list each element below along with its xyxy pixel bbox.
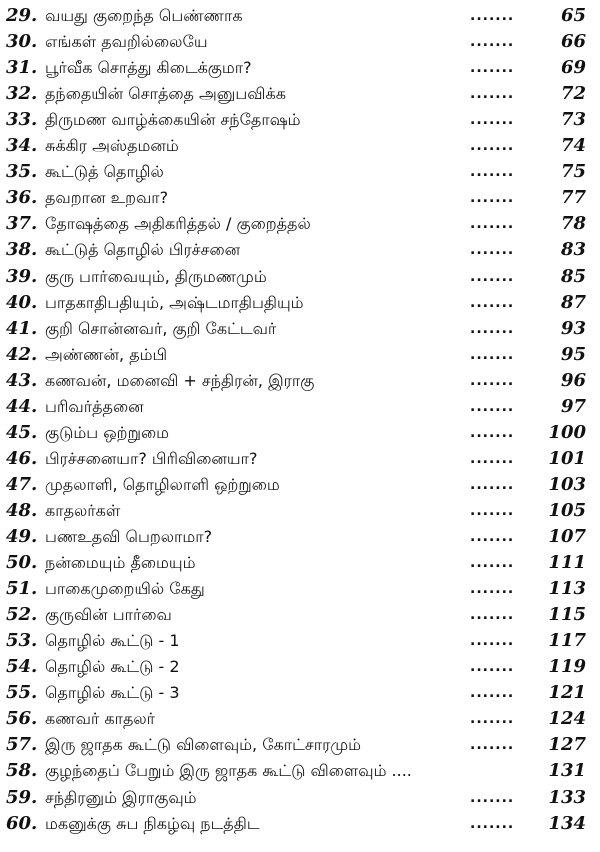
toc-entry [0, 524, 600, 550]
dot-leader: ....... [470, 112, 515, 129]
entry-title: தோஷத்தை அதிகரித்தல் / குறைத்தல் [45, 214, 311, 234]
page-number: 72 [560, 83, 586, 105]
dot-leader: ....... [470, 815, 515, 832]
entry-title: நன்மையும் தீமையும் [45, 553, 196, 573]
page-number: 111 [548, 552, 586, 574]
entry-title: குரு பார்வையும், திருமணமும் [45, 266, 267, 286]
toc-entry [0, 446, 600, 472]
entry-title: திருமண வாழ்க்கையின் சந்தோஷம் [45, 110, 301, 130]
entry-number: 32. [6, 83, 38, 105]
entry-title: குடும்ப ஒற்றுமை [45, 422, 169, 442]
toc-entry [0, 706, 600, 732]
dot-leader: ....... [470, 685, 515, 702]
toc-entry [0, 680, 600, 706]
page-number: 121 [548, 682, 586, 704]
entry-title: பரிவர்த்தனை [45, 396, 144, 416]
entry-title: கணவன், மனைவி + சந்திரன், இராகு [45, 370, 315, 390]
toc-entry [0, 107, 600, 133]
entry-title: பாதகாதிபதியும், அஷ்டமாதிபதியும் [45, 292, 304, 312]
entry-title: கணவர் காதலர் [45, 709, 156, 729]
entry-number: 57. [6, 734, 38, 756]
entry-number: 45. [6, 421, 38, 443]
dot-leader: ....... [470, 190, 515, 207]
toc-entry [0, 159, 600, 185]
dot-leader: ....... [470, 372, 515, 389]
page-number: 66 [560, 31, 586, 53]
toc-entry [0, 420, 600, 446]
toc-entry [0, 316, 600, 342]
toc-entry [0, 81, 600, 107]
entry-number: 46. [6, 447, 38, 469]
entry-number: 36. [6, 187, 38, 209]
toc-entry [0, 368, 600, 394]
entry-title: அண்ணன், தம்பி [45, 344, 168, 364]
page-number: 103 [548, 473, 586, 495]
dot-leader: ....... [470, 60, 515, 77]
toc-entry [0, 185, 600, 211]
entry-title: தவறான உறவா? [45, 188, 169, 208]
entry-number: 48. [6, 499, 38, 521]
dot-leader: ....... [470, 476, 515, 493]
dot-leader: ....... [470, 8, 515, 24]
page-number: 115 [548, 604, 586, 626]
dot-leader: ....... [470, 607, 515, 624]
page-number: 95 [560, 343, 586, 365]
entry-number: 33. [6, 109, 38, 131]
toc-entry [0, 785, 600, 811]
entry-number: 41. [6, 317, 38, 339]
dot-leader: ....... [470, 424, 515, 441]
dot-leader: ....... [470, 268, 515, 285]
entry-title: கூட்டுத் தொழில் [45, 162, 164, 182]
toc-entry [0, 498, 600, 524]
entry-title: சந்திரனும் இராகுவும் [45, 787, 197, 807]
entry-title: வயது குறைந்த பெண்ணாக [45, 6, 243, 25]
page-number: 117 [548, 630, 586, 652]
entry-number: 35. [6, 161, 38, 183]
dot-leader: ....... [470, 581, 515, 598]
toc-entry [0, 472, 600, 498]
entry-number: 55. [6, 682, 38, 704]
entry-number: 53. [6, 630, 38, 652]
page-number: 83 [560, 239, 586, 261]
dot-leader: ....... [470, 320, 515, 337]
page-number: 131 [548, 760, 586, 782]
entry-title: குருவின் பார்வை [45, 605, 172, 625]
page-number: 133 [548, 786, 586, 808]
entry-title: பிரச்சனையா? பிரிவினையா? [45, 448, 258, 468]
entry-number: 30. [6, 31, 38, 53]
entry-number: 49. [6, 526, 38, 547]
dot-leader: ....... [470, 555, 515, 572]
page-number: 77 [560, 187, 586, 209]
toc-entry [0, 628, 600, 654]
entry-number: 31. [6, 57, 38, 79]
toc-entry [0, 290, 600, 316]
entry-number: 37. [6, 213, 38, 235]
toc-entry [0, 811, 600, 837]
toc-entry [0, 732, 600, 758]
entry-number: 54. [6, 656, 38, 678]
dot-leader: ....... [470, 164, 515, 181]
toc-entry [0, 29, 600, 55]
entry-title: முதலாளி, தொழிலாளி ஒற்றுமை [45, 474, 280, 494]
entry-title: காதலர்கள் [45, 500, 121, 520]
page-number: 78 [560, 213, 586, 235]
dot-leader: ....... [470, 86, 515, 103]
dot-leader: ....... [470, 789, 515, 806]
entry-number: 60. [6, 812, 38, 834]
entry-number: 34. [6, 135, 38, 157]
entry-number: 44. [6, 395, 38, 417]
toc-entry [0, 55, 600, 81]
dot-leader: ....... [470, 737, 515, 754]
entry-title: குழந்தைப் பேறும் இரு ஜாதக கூட்டு விளைவும் .... [45, 761, 412, 781]
entry-number: 40. [6, 291, 38, 313]
entry-title: பணஉதவி பெறலாமா? [45, 527, 213, 546]
toc-entry [0, 342, 600, 368]
page-number: 113 [548, 578, 586, 600]
dot-leader: ....... [470, 34, 515, 51]
entry-title: தொழில் கூட்டு - 2 [45, 657, 180, 677]
page-number: 101 [548, 447, 586, 469]
entry-number: 42. [6, 343, 38, 365]
dot-leader: ....... [470, 502, 515, 519]
entry-title: பூர்வீக சொத்து கிடைக்குமா? [45, 58, 252, 78]
toc-entry [0, 576, 600, 602]
toc-entry [0, 264, 600, 290]
entry-number: 38. [6, 239, 38, 261]
entry-title: குறி சொன்னவர், குறி கேட்டவர் [45, 318, 277, 338]
page-number: 127 [548, 734, 586, 756]
dot-leader: ....... [470, 138, 515, 155]
toc-entry [0, 602, 600, 628]
entry-title: எங்கள் தவறில்லையே [45, 32, 208, 52]
dot-leader: ....... [470, 711, 515, 728]
entry-number: 56. [6, 708, 38, 730]
dot-leader: ....... [470, 346, 515, 363]
toc-entry [0, 654, 600, 680]
entry-title: கூட்டுத் தொழில் பிரச்சனை [45, 240, 241, 260]
entry-title: தொழில் கூட்டு - 1 [45, 631, 180, 651]
page-number: 87 [560, 291, 586, 313]
page-number: 85 [560, 265, 586, 287]
page-number: 75 [560, 161, 586, 183]
dot-leader: ....... [470, 633, 515, 650]
page-number: 69 [560, 57, 586, 79]
toc-entry [0, 394, 600, 420]
page-number: 73 [560, 109, 586, 131]
entry-number: 51. [6, 578, 38, 600]
toc-entry [0, 237, 600, 263]
entry-title: இரு ஜாதக கூட்டு விளைவும், கோட்சாரமும் [45, 735, 362, 755]
dot-leader: ....... [470, 216, 515, 233]
entry-number: 58. [6, 760, 38, 782]
entry-number: 59. [6, 786, 38, 808]
dot-leader: ....... [470, 242, 515, 259]
toc-entry [0, 3, 600, 29]
dot-leader: ....... [470, 529, 515, 545]
toc-entry [0, 550, 600, 576]
entry-title: பாகைமுறையில் கேது [45, 579, 205, 599]
entry-number: 50. [6, 552, 38, 574]
entry-number: 52. [6, 604, 38, 626]
dot-leader: ....... [470, 450, 515, 467]
page-number: 107 [548, 526, 586, 547]
page-number: 65 [560, 5, 586, 26]
entry-title: தொழில் கூட்டு - 3 [45, 683, 180, 703]
dot-leader: ....... [470, 294, 515, 311]
toc-entry [0, 758, 600, 784]
page-number: 134 [548, 812, 586, 834]
dot-leader: ....... [470, 659, 515, 676]
entry-title: தந்தையின் சொத்தை அனுபவிக்க [45, 84, 286, 104]
entry-title: மகனுக்கு சுப நிகழ்வு நடத்திட [45, 813, 260, 833]
dot-leader: ....... [470, 398, 515, 415]
page-number: 96 [560, 369, 586, 391]
entry-number: 43. [6, 369, 38, 391]
page-number: 100 [548, 421, 586, 443]
entry-number: 39. [6, 265, 38, 287]
page-number: 105 [548, 499, 586, 521]
toc-entry [0, 133, 600, 159]
entry-title: சுக்கிர அஸ்தமனம் [45, 136, 179, 156]
page-number: 74 [560, 135, 586, 157]
page-number: 93 [560, 317, 586, 339]
page-number: 119 [548, 656, 586, 678]
entry-number: 29. [6, 5, 38, 26]
page-number: 97 [560, 395, 586, 417]
toc-entry [0, 211, 600, 237]
page-number: 124 [548, 708, 586, 730]
entry-number: 47. [6, 473, 38, 495]
